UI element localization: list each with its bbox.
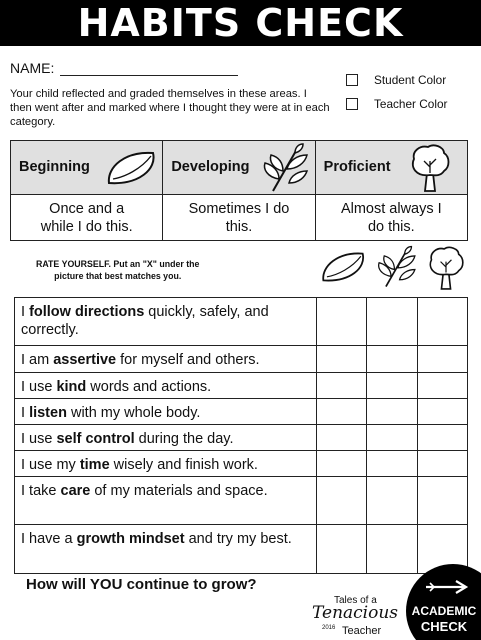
rating-cell-developing[interactable] [367,525,417,573]
scale-header-proficient [316,141,467,194]
rating-cell-proficient[interactable] [418,298,467,345]
scale-desc-proficient [316,195,467,240]
habit-row [15,399,467,425]
sprout-icon [259,143,313,193]
rating-cell-proficient[interactable] [418,373,467,398]
habit-row [15,451,467,477]
reflection-question: How will YOU continue to grow? [26,576,257,593]
rating-cell-proficient[interactable] [418,346,467,372]
habits-table [14,297,468,574]
scale-label: Developing [171,159,250,175]
habit-text: I am assertive for myself and others. [15,346,317,372]
rating-cell-developing[interactable] [367,399,417,424]
scale-desc-line: while I do this. [40,219,133,235]
tree-icon [408,143,452,193]
intro-text: Your child reflected and graded themselves in these areas. I then went after and marked where I thought they were at in each category. [10,88,330,128]
rating-cell-developing[interactable] [367,425,417,450]
scale-description-row [11,195,467,240]
student-color-label: Student Color [374,73,447,87]
rating-cell-developing[interactable] [367,477,417,524]
habit-row [15,373,467,399]
title-banner [0,0,481,46]
student-color-item [346,68,447,92]
rating-cell-developing[interactable] [367,373,417,398]
scale-header-row [11,141,467,195]
rating-cell-beginning[interactable] [317,373,367,398]
academic-check-badge [406,564,481,640]
name-label: NAME: [10,60,55,76]
scale-key-table [10,140,468,241]
student-color-checkbox[interactable] [346,74,358,86]
habit-row [15,298,467,346]
rating-cell-beginning[interactable] [317,451,367,476]
brand-logo [310,595,410,640]
scale-desc-line: Sometimes I do [188,201,290,217]
scale-desc-line: Once and a [49,201,125,217]
rating-cell-proficient[interactable] [418,399,467,424]
habit-row [15,525,467,573]
page-title: HABITS CHECK [77,1,404,45]
brand-year: 2016 [322,625,336,631]
scale-desc-line: this. [225,219,253,235]
rating-cell-proficient[interactable] [418,425,467,450]
seed-icon [318,246,368,288]
habit-text: I take care of my materials and space. [15,477,317,524]
badge-line1: ACADEMIC [411,604,477,618]
scale-desc-developing [163,195,315,240]
habit-row [15,346,467,373]
rating-cell-beginning[interactable] [317,346,367,372]
teacher-color-label: Teacher Color [374,97,448,111]
habit-text: I use my time wisely and finish work. [15,451,317,476]
brand-line3: Teacher [342,625,382,637]
rating-cell-beginning[interactable] [317,399,367,424]
brand-line1: Tales of a [334,595,377,606]
scale-desc-line: do this. [367,219,415,235]
rating-cell-beginning[interactable] [317,425,367,450]
rate-bold: RATE YOURSELF. [36,259,111,269]
scale-label: Beginning [19,159,90,175]
rating-cell-beginning[interactable] [317,477,367,524]
rate-instructions [36,258,199,282]
brand-line2: Tenacious [312,603,399,623]
habit-text: I use self control during the day. [15,425,317,450]
habit-text: I listen with my whole body. [15,399,317,424]
color-legend [346,68,447,116]
habit-row [15,477,467,525]
teacher-color-item [346,92,447,116]
teacher-color-checkbox[interactable] [346,98,358,110]
rating-cell-developing[interactable] [367,346,417,372]
scale-desc-line: Almost always I [340,201,442,217]
rate-line2: picture that best matches you. [54,271,182,281]
habit-text: I use kind words and actions. [15,373,317,398]
name-blank-line [60,60,238,76]
arrow-right-icon [424,580,470,594]
rating-cell-beginning[interactable] [317,525,367,573]
scale-header-beginning [11,141,163,194]
tree-icon [426,244,466,292]
seed-icon [103,145,159,191]
rating-cell-developing[interactable] [367,298,417,345]
rating-cell-proficient[interactable] [418,451,467,476]
rating-cell-developing[interactable] [367,451,417,476]
sprout-icon [374,244,420,290]
habit-text: I follow directions quickly, safely, and correctly. [15,298,317,345]
name-row [10,60,238,76]
scale-desc-beginning [11,195,163,240]
rating-cell-proficient[interactable] [418,477,467,524]
rate-rest: Put an "X" under the [110,259,200,269]
scale-header-developing [163,141,315,194]
scale-label: Proficient [323,159,391,175]
rating-cell-beginning[interactable] [317,298,367,345]
habit-row [15,425,467,451]
badge-line2: CHECK [420,619,468,634]
habit-text: I have a growth mindset and try my best. [15,525,317,573]
